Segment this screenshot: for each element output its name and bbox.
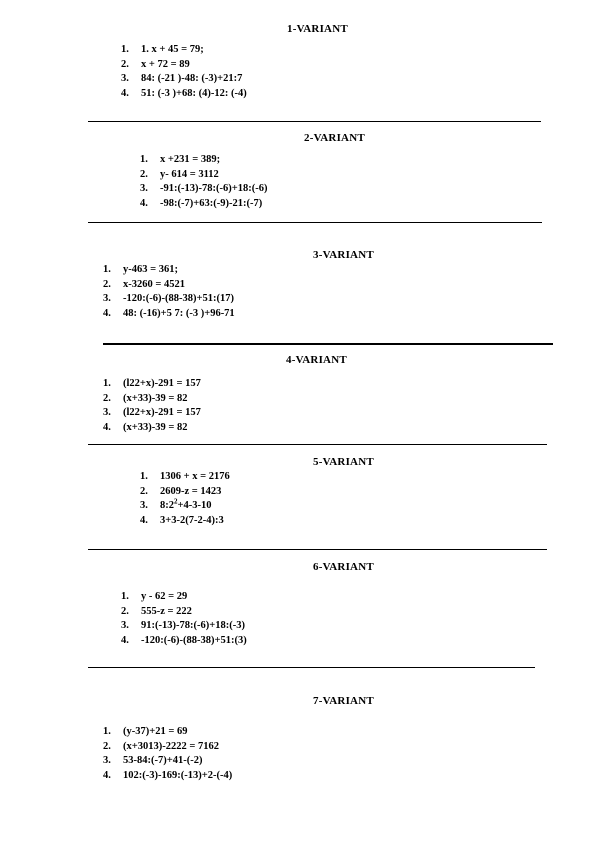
list-item: 2. x + 72 = 89 <box>121 58 190 70</box>
divider <box>88 222 542 223</box>
list-item: 4. 3+3-2(7-2-4):3 <box>140 514 224 526</box>
variant-2-title: 2-VARIANT <box>304 132 365 144</box>
variant-4-title: 4-VARIANT <box>286 354 347 366</box>
list-item: 1. 1306 + x = 2176 <box>140 471 230 482</box>
list-item: 1. x +231 = 389; <box>140 154 221 165</box>
list-item: 2. 2609-z = 1423 <box>140 485 222 497</box>
list-item: 3. $8:2^2+4-3-10$ <box>140 497 212 511</box>
variant-7-title: 7-VARIANT <box>313 695 374 707</box>
list-item: 1. y-463 = 361; <box>103 264 178 275</box>
divider <box>88 549 547 550</box>
list-item: 1. y - 62 = 29 <box>121 591 188 602</box>
list-item: 4. -120:(-6)-(88-38)+51:(3) <box>121 634 247 646</box>
list-item: 1. (y-37)+21 = 69 <box>103 726 188 737</box>
divider <box>88 121 541 122</box>
list-item: 4. 48: (-16)+5 7: (-3 )+96-71 <box>103 307 235 319</box>
list-item: 2. y- 614 = 3112 <box>140 168 219 180</box>
variant-1-title: 1-VARIANT <box>287 23 348 35</box>
list-item: 3. -120:(-6)-(88-38)+51:(17) <box>103 293 234 304</box>
list-item: 3. 84: (-21 )-48: (-3)+21:7 <box>121 73 243 84</box>
variant-3-list <box>103 263 235 321</box>
list-item: 2. x-3260 = 4521 <box>103 278 185 290</box>
variant-5-title: 5-VARIANT <box>313 456 374 468</box>
list-item: 2. (x+3013)-2222 = 7162 <box>103 740 219 752</box>
list-item: 4. 102:(-3)-169:(-13)+2-(-4) <box>103 769 233 781</box>
list-item: 3. 91:(-13)-78:(-6)+18:(-3) <box>121 620 245 631</box>
list-item: 1. (l22+x)-291 = 157 <box>103 378 201 389</box>
list-item: 4. (x+33)-39 = 82 <box>103 421 188 433</box>
variant-7-list <box>103 725 232 783</box>
list-item: 2. (x+33)-39 = 82 <box>103 392 188 404</box>
variant-3-title: 3-VARIANT <box>313 249 374 261</box>
list-item: 4. 51: (-3 )+68: (4)-12: (-4) <box>121 87 247 99</box>
divider <box>88 444 547 445</box>
divider <box>88 667 535 668</box>
variant-5-list <box>140 470 230 528</box>
list-item: 4. -98:(-7)+63:(-9)-21:(-7) <box>140 197 263 209</box>
list-item: 3. -91:(-13)-78:(-6)+18:(-6) <box>140 183 268 194</box>
list-item: 1. 1. x + 45 = 79; <box>121 44 204 55</box>
variant-6-list <box>121 590 247 648</box>
divider <box>103 343 553 345</box>
list-item: 2. 555-z = 222 <box>121 605 192 617</box>
variant-2-list <box>140 153 267 211</box>
list-item: 3. (l22+x)-291 = 157 <box>103 407 201 418</box>
variant-4-list <box>103 377 201 435</box>
list-item: 3. 53-84:(-7)+41-(-2) <box>103 755 203 766</box>
variant-6-title: 6-VARIANT <box>313 561 374 573</box>
variant-1-list <box>121 43 247 101</box>
